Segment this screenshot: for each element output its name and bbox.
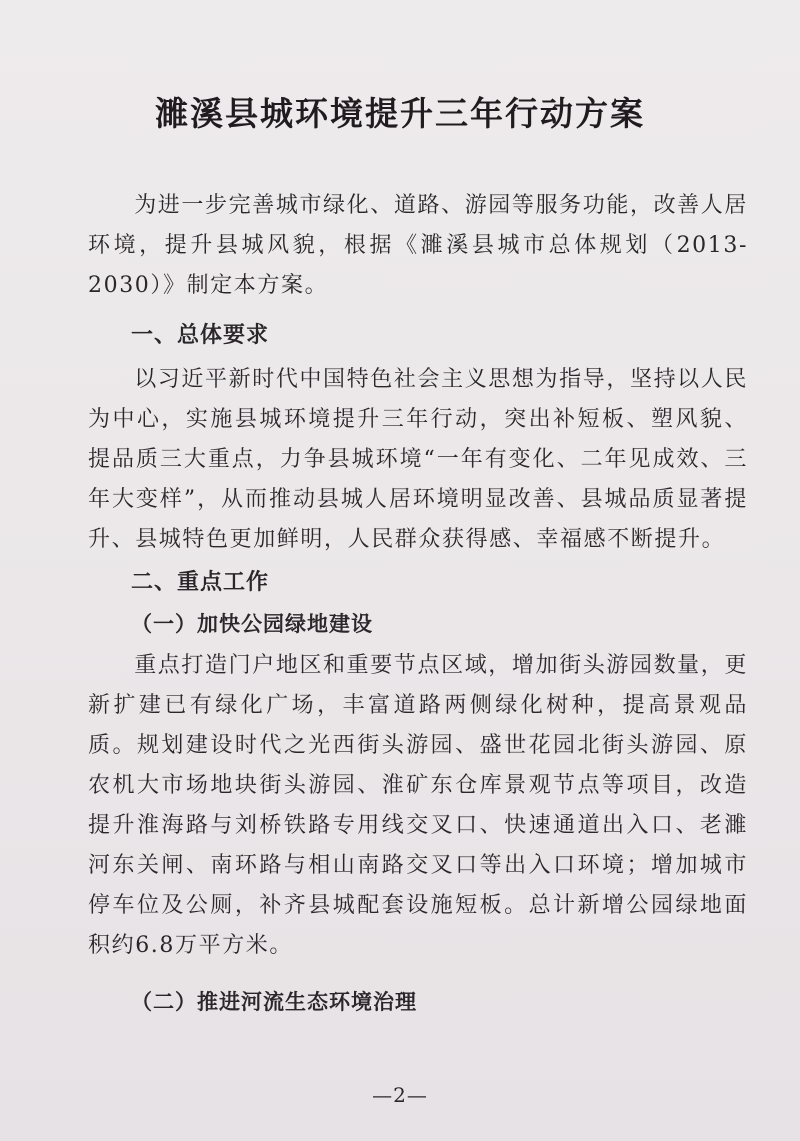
- subsection-1-heading: （一）加快公园绿地建设: [131, 612, 373, 636]
- page-number: —2—: [372, 1083, 428, 1107]
- section-1-heading: 一、总体要求: [131, 323, 270, 348]
- document-title: 濉溪县城环境提升三年行动方案: [155, 94, 645, 133]
- subsection-1-paragraph: 重点打造门户地区和重要节点区域，增加街头游园数量，更新扩建已有绿化广场，丰富道路两侧绿化树种，提高景观品质。规划建设时代之光西街头游园、盛世花园北街头游园、原农机大市场地块街头游园、淮矿东仓库景观节点等项目，改造提升淮海路与刘桥铁路专用线交叉口、快速通道出入口、老濉河东关闸、南环路与相山南路交叉口等出入口环境；增加城市停车位及公厕，补齐县城配套设施短板。总计新增公园绿地面积约6.8万平方米。: [88, 653, 748, 958]
- intro-paragraph: 为进一步完善城市绿化、道路、游园等服务功能，改善人居环境，提升县城风貌，根据《濉溪县城市总体规划（2013-2030）》制定本方案。: [88, 193, 748, 298]
- section-1-paragraph: 以习近平新时代中国特色社会主义思想为指导，坚持以人民为中心，实施县城环境提升三年行动，突出补短板、塑风貌、提品质三大重点，力争县城环境“一年有变化、二年见成效、三年大变样”，从而推动县城人居环境明显改善、县城品质显著提升、县城特色更加鲜明，人民群众获得感、幸福感不断提升。: [88, 367, 748, 552]
- section-2-heading: 二、重点工作: [131, 570, 270, 595]
- subsection-2-heading: （二）推进河流生态环境治理: [131, 990, 417, 1014]
